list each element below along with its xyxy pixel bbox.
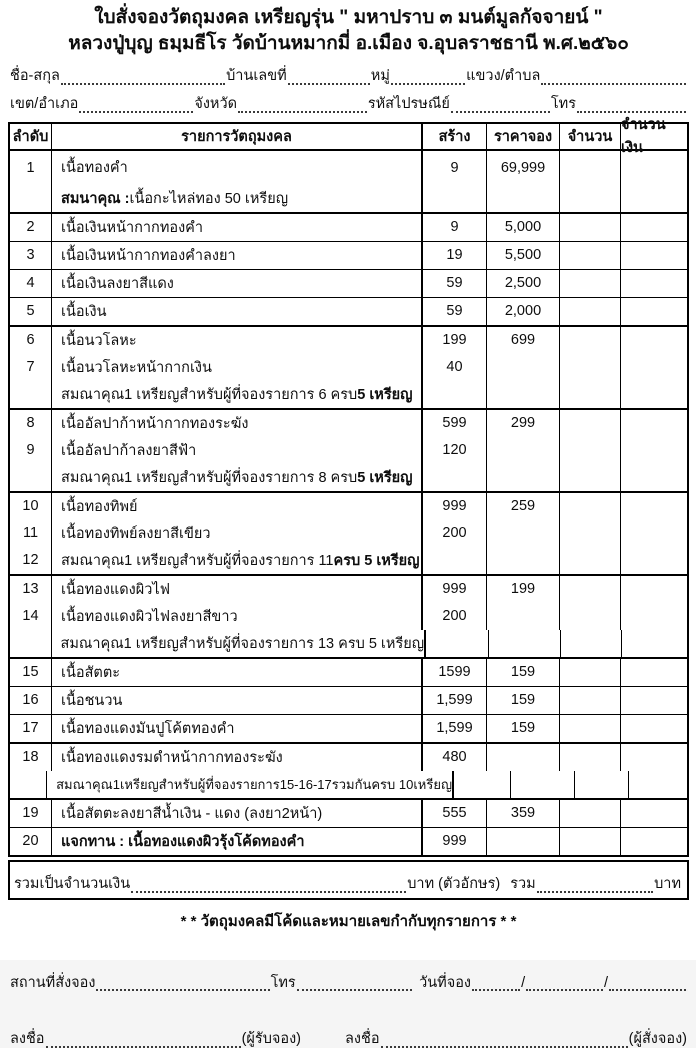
- cell-qty-blank[interactable]: [560, 520, 621, 547]
- cell-qty-blank[interactable]: [560, 381, 621, 408]
- date-slash-1: /: [521, 974, 526, 991]
- table-row: [10, 151, 687, 185]
- header-made: สร้าง: [423, 124, 487, 149]
- cell-price: 299: [487, 410, 560, 437]
- cell-made: 200: [423, 603, 487, 630]
- cell-qty-blank[interactable]: [560, 659, 621, 686]
- form-line-address: [8, 96, 689, 113]
- cell-made: 1599: [423, 659, 487, 686]
- cell-made: 999: [423, 828, 487, 855]
- table-row: [10, 520, 687, 547]
- table-row: [10, 410, 687, 437]
- header-qty: จำนวน: [560, 124, 621, 149]
- cell-no: 8: [10, 410, 52, 437]
- cell-amount-blank[interactable]: [621, 659, 687, 686]
- cell-amount-blank[interactable]: [621, 381, 687, 408]
- baht-label: บาท: [654, 875, 681, 892]
- cell-qty-blank[interactable]: [560, 185, 621, 212]
- province-field[interactable]: [238, 107, 367, 113]
- cell-qty-blank[interactable]: [560, 410, 621, 437]
- cell-item: เนื้อทองคำ: [52, 151, 423, 185]
- cell-item: เนื้อทองแดงรมดำหน้ากากทองระฆัง: [52, 744, 423, 771]
- cell-qty-blank[interactable]: [560, 603, 621, 630]
- cell-amount-blank[interactable]: [621, 437, 687, 464]
- cell-price: 69,999: [487, 151, 560, 185]
- cell-qty-blank[interactable]: [560, 242, 621, 269]
- cell-no: 2: [10, 214, 52, 241]
- orderer-role-label: (ผู้สั่งจอง): [628, 1031, 687, 1048]
- header-item: รายการวัตถุมงคล: [52, 124, 423, 149]
- booking-line: [8, 975, 689, 992]
- moo-field[interactable]: [391, 79, 465, 85]
- district-label: เขต/อำเภอ: [10, 96, 79, 113]
- cell-price: 2,500: [487, 270, 560, 297]
- name-label: ชื่อ-สกุล: [10, 68, 60, 85]
- booking-phone-label: โทร: [270, 974, 296, 991]
- table-row: [10, 214, 687, 242]
- cell-made: 999: [423, 493, 487, 520]
- moo-label: หมู่: [370, 68, 390, 85]
- cell-item: เนื้อทองทิพย์: [52, 493, 423, 520]
- sign-label-orderer: ลงชื่อ: [345, 1031, 380, 1048]
- cell-amount-blank[interactable]: [621, 493, 687, 520]
- cell-made: 1,599: [423, 715, 487, 742]
- cell-price: [487, 744, 560, 771]
- cell-made: 9: [423, 214, 487, 241]
- cell-qty-blank[interactable]: [560, 493, 621, 520]
- cell-amount-blank[interactable]: [621, 214, 687, 241]
- cell-made: [423, 185, 487, 212]
- cell-amount-blank[interactable]: [629, 771, 687, 798]
- cell-made: 19: [423, 242, 487, 269]
- table-row: [10, 270, 687, 298]
- cell-qty-blank[interactable]: [575, 771, 629, 798]
- cell-price: [487, 437, 560, 464]
- cell-item: สมณาคุณ1 เหรียญสำหรับผู้ที่จองรายการ 6 ครบ 5 เหรียญ: [52, 381, 423, 408]
- table-row: [10, 828, 687, 855]
- sign-label-receiver: ลงชื่อ: [10, 1031, 45, 1048]
- cell-no: 15: [10, 659, 52, 686]
- total-row: [8, 860, 689, 900]
- cell-amount-blank[interactable]: [621, 603, 687, 630]
- province-label: จังหวัด: [194, 96, 238, 113]
- cell-price: 5,000: [487, 214, 560, 241]
- cell-item: เนื้อเงินลงยาสีแดง: [52, 270, 423, 297]
- date-day-field[interactable]: [472, 985, 520, 991]
- cell-item: สมณาคุณ1เหรียญสำหรับผู้ที่จองรายการ15-16-17รวมกันครบ 10เหรียญ: [47, 771, 454, 798]
- cell-item: สมณาคุณ1 เหรียญสำหรับผู้ที่จองรายการ 13 ครบ 5 เหรียญ: [52, 630, 427, 657]
- booking-phone-field[interactable]: [297, 985, 412, 991]
- cell-amount-blank[interactable]: [621, 327, 687, 354]
- cell-no: 5: [10, 298, 52, 325]
- table-row: [10, 687, 687, 715]
- cell-price: [487, 354, 560, 381]
- cell-amount-blank[interactable]: [621, 800, 687, 827]
- cell-no: [10, 771, 47, 798]
- signature-line: [8, 1031, 689, 1048]
- house-field[interactable]: [288, 79, 370, 85]
- cell-amount-blank[interactable]: [621, 242, 687, 269]
- cell-qty-blank[interactable]: [560, 547, 621, 574]
- cell-qty-blank[interactable]: [560, 576, 621, 603]
- cell-amount-blank[interactable]: [621, 547, 687, 574]
- cell-amount-blank[interactable]: [621, 828, 687, 855]
- cell-amount-blank[interactable]: [621, 687, 687, 714]
- cell-item: เนื้ออัลปาก้าลงยาสีฟ้า: [52, 437, 423, 464]
- table-row: [10, 630, 687, 659]
- cell-qty-blank[interactable]: [560, 828, 621, 855]
- cell-no: 3: [10, 242, 52, 269]
- cell-made: 199: [423, 327, 487, 354]
- cell-made: 480: [423, 744, 487, 771]
- table-row: [10, 715, 687, 744]
- subdistrict-field[interactable]: [541, 79, 686, 85]
- postcode-field[interactable]: [451, 107, 550, 113]
- cell-made: 120: [423, 437, 487, 464]
- items-table: [8, 117, 689, 857]
- cell-qty-blank[interactable]: [560, 298, 621, 325]
- table-row: [10, 603, 687, 630]
- cell-no: 13: [10, 576, 52, 603]
- district-field[interactable]: [79, 107, 193, 113]
- table-row: [10, 354, 687, 381]
- cell-no: 12: [10, 547, 52, 574]
- table-row: [10, 576, 687, 603]
- cell-price: [487, 464, 560, 491]
- cell-amount-blank[interactable]: [621, 715, 687, 742]
- place-label: สถานที่สั่งจอง: [10, 974, 96, 991]
- cell-amount-blank[interactable]: [622, 630, 687, 657]
- cell-amount-blank[interactable]: [621, 410, 687, 437]
- cell-item: เนื้อเงิน: [52, 298, 423, 325]
- cell-price: 159: [487, 687, 560, 714]
- cell-amount-blank[interactable]: [621, 520, 687, 547]
- table-row: [10, 185, 687, 214]
- table-row: [10, 381, 687, 410]
- cell-qty-blank[interactable]: [561, 630, 621, 657]
- cell-qty-blank[interactable]: [560, 687, 621, 714]
- cell-amount-blank[interactable]: [621, 151, 687, 185]
- total-amount-number-field[interactable]: [537, 887, 653, 893]
- cell-amount-blank[interactable]: [621, 185, 687, 212]
- table-row: [10, 547, 687, 576]
- table-row: [10, 744, 687, 771]
- cell-no: 17: [10, 715, 52, 742]
- cell-no: 9: [10, 437, 52, 464]
- booking-date-label: วันที่จอง: [419, 974, 471, 991]
- cell-item: แจกทาน : เนื้อทองแดงผิวรุ้งโค้ดทองคำ: [52, 828, 423, 855]
- orderer-signature-field[interactable]: [381, 1042, 628, 1048]
- cell-qty-blank[interactable]: [560, 800, 621, 827]
- cell-price: 2,000: [487, 298, 560, 325]
- cell-qty-blank[interactable]: [560, 744, 621, 771]
- sum-label: รวม: [510, 875, 536, 892]
- cell-item: เนื้ออัลปาก้าหน้ากากทองระฆัง: [52, 410, 423, 437]
- cell-no: [10, 381, 52, 408]
- table-row: [10, 659, 687, 687]
- cell-no: 7: [10, 354, 52, 381]
- table-row: [10, 493, 687, 520]
- table-row: [10, 327, 687, 354]
- cell-made: [426, 630, 489, 657]
- cell-price: [487, 520, 560, 547]
- cell-item: เนื้อสัตตะ: [52, 659, 423, 686]
- receiver-role-label: (ผู้รับจอง): [241, 1031, 302, 1048]
- cell-item: เนื้อนวโลหะหน้ากากเงิน: [52, 354, 423, 381]
- cell-price: 159: [487, 715, 560, 742]
- cell-no: [10, 464, 52, 491]
- cell-item: สมณาคุณ1 เหรียญสำหรับผู้ที่จองรายการ 8 ครบ 5 เหรียญ: [52, 464, 423, 491]
- cell-price: 5,500: [487, 242, 560, 269]
- cell-no: 20: [10, 828, 52, 855]
- phone-field[interactable]: [577, 107, 686, 113]
- phone-label: โทร: [550, 96, 577, 113]
- cell-made: 599: [423, 410, 487, 437]
- cell-amount-blank[interactable]: [621, 744, 687, 771]
- cell-made: 59: [423, 298, 487, 325]
- baht-text-label: บาท (ตัวอักษร): [407, 875, 501, 892]
- cell-made: [423, 547, 487, 574]
- cell-item: สมนาคุณ : เนื้อกะไหล่ทอง 50 เหรียญ: [52, 185, 423, 212]
- cell-item: เนื้อเงินหน้ากากทองคำ: [52, 214, 423, 241]
- cell-item: สมณาคุณ1 เหรียญสำหรับผู้ที่จองรายการ 11 ครบ 5 เหรียญ: [52, 547, 423, 574]
- page-subtitle: หลวงปู่บุญ ธมฺมธีโร วัดบ้านหมากมี่ อ.เมือง จ.อุบลราชธานี พ.ศ.๒๕๖๐: [68, 33, 629, 55]
- cell-price: 199: [487, 576, 560, 603]
- cell-qty-blank[interactable]: [560, 214, 621, 241]
- cell-no: 11: [10, 520, 52, 547]
- cell-qty-blank[interactable]: [560, 270, 621, 297]
- cell-made: 9: [423, 151, 487, 185]
- table-row: [10, 464, 687, 493]
- cell-qty-blank[interactable]: [560, 354, 621, 381]
- cell-item: เนื้อเงินหน้ากากทองคำลงยา: [52, 242, 423, 269]
- table-row: [10, 800, 687, 828]
- cell-price: [487, 547, 560, 574]
- table-header-row: [10, 117, 687, 157]
- cell-qty-blank[interactable]: [560, 464, 621, 491]
- cell-no: 18: [10, 744, 52, 771]
- cell-made: 40: [423, 354, 487, 381]
- date-year-field[interactable]: [609, 985, 686, 991]
- total-amount-text-field[interactable]: [131, 887, 406, 893]
- table-row: [10, 242, 687, 270]
- header-no: ลำดับ: [10, 124, 52, 149]
- cell-price: 259: [487, 493, 560, 520]
- cell-made: [423, 464, 487, 491]
- cell-amount-blank[interactable]: [621, 354, 687, 381]
- cell-no: 6: [10, 327, 52, 354]
- cell-no: 14: [10, 603, 52, 630]
- cell-item: เนื้อทองทิพย์ลงยาสีเขียว: [52, 520, 423, 547]
- cell-price: [489, 630, 561, 657]
- header-amount: จำนวนเงิน: [621, 117, 666, 157]
- cell-qty-blank[interactable]: [560, 327, 621, 354]
- cell-price: 699: [487, 327, 560, 354]
- subdistrict-label: แขวง/ตำบล: [466, 68, 541, 85]
- cell-made: 1,599: [423, 687, 487, 714]
- header-price: ราคาจอง: [487, 124, 560, 149]
- cell-qty-blank[interactable]: [560, 151, 621, 185]
- cell-amount-blank[interactable]: [621, 576, 687, 603]
- cell-item: เนื้อนวโลหะ: [52, 327, 423, 354]
- cell-amount-blank[interactable]: [621, 298, 687, 325]
- code-note: * * วัตถุมงคลมีโค้ดและหมายเลขกำกับทุกรายการ * *: [180, 912, 517, 930]
- total-label: รวมเป็นจำนวนเงิน: [14, 875, 131, 892]
- cell-no: 10: [10, 493, 52, 520]
- cell-amount-blank[interactable]: [621, 464, 687, 491]
- cell-no: [10, 185, 52, 212]
- cell-no: 1: [10, 151, 52, 185]
- cell-made: [423, 381, 487, 408]
- page-title: ใบสั่งจองวัตถุมงคล เหรียญรุ่น " มหาปราบ ๓ มนต์มูลกัจจายน์ ": [94, 7, 603, 28]
- postcode-label: รหัสไปรษณีย์: [367, 96, 450, 113]
- cell-no: [10, 630, 52, 657]
- cell-qty-blank[interactable]: [560, 715, 621, 742]
- form-line-name: [8, 68, 689, 85]
- cell-item: เนื้อทองแดงผิวไฟลงยาสีขาว: [52, 603, 423, 630]
- place-field[interactable]: [96, 985, 269, 991]
- cell-price: 359: [487, 800, 560, 827]
- cell-made: 200: [423, 520, 487, 547]
- cell-price: [511, 771, 575, 798]
- cell-amount-blank[interactable]: [621, 270, 687, 297]
- house-label: บ้านเลขที่: [226, 68, 287, 85]
- cell-price: [487, 381, 560, 408]
- cell-item: เนื้อสัตตะลงยาสีน้ำเงิน - แดง (ลงยา2หน้า): [52, 800, 423, 827]
- cell-price: [487, 185, 560, 212]
- cell-made: 555: [423, 800, 487, 827]
- cell-price: [487, 603, 560, 630]
- cell-made: [454, 771, 511, 798]
- cell-made: 59: [423, 270, 487, 297]
- cell-price: [487, 828, 560, 855]
- cell-no: 19: [10, 800, 52, 827]
- date-slash-2: /: [604, 974, 609, 991]
- cell-item: เนื้อทองแดงผิวไฟ: [52, 576, 423, 603]
- cell-made: 999: [423, 576, 487, 603]
- table-row: [10, 298, 687, 327]
- table-row: [10, 437, 687, 464]
- cell-qty-blank[interactable]: [560, 437, 621, 464]
- cell-item: เนื้อชนวน: [52, 687, 423, 714]
- cell-no: 16: [10, 687, 52, 714]
- name-field[interactable]: [61, 79, 225, 85]
- date-month-field[interactable]: [526, 985, 603, 991]
- cell-item: เนื้อทองแดงมันปูโค้ตทองคำ: [52, 715, 423, 742]
- cell-no: 4: [10, 270, 52, 297]
- cell-price: 159: [487, 659, 560, 686]
- table-row: [10, 771, 687, 800]
- receiver-signature-field[interactable]: [46, 1042, 241, 1048]
